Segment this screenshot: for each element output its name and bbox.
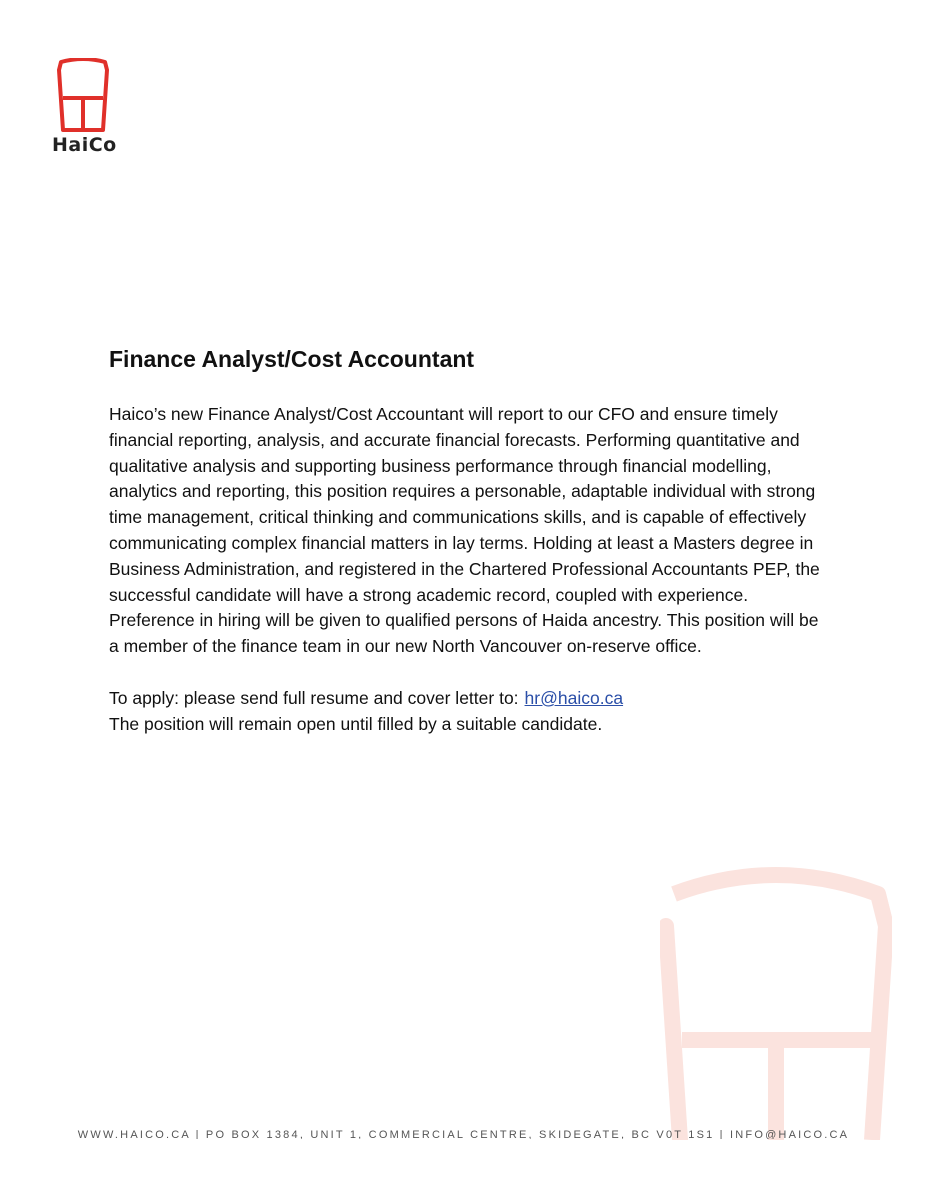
- chair-icon: [55, 58, 111, 132]
- job-posting: [109, 344, 829, 738]
- apply-section: [109, 686, 829, 738]
- logo-text: HaiCo: [52, 134, 117, 156]
- apply-email-link[interactable]: hr@haico.ca: [524, 687, 624, 708]
- footer-contact: WWW.HAICO.CA | PO BOX 1384, UNIT 1, COMMERCIAL CENTRE, SKIDEGATE, BC V0T 1S1 | INFO@HAICO.CA: [77, 1129, 850, 1139]
- chair-watermark-icon: [660, 866, 892, 1145]
- job-title: Finance Analyst/Cost Accountant: [109, 346, 475, 372]
- haico-logo: [52, 58, 117, 156]
- job-description: Haico’s new Finance Analyst/Cost Accountant will report to our CFO and ensure timely financial reporting, analysis, and accurate financial forecasts. Performing quantitative and qualitative analysis and supporting business performance through financial modelling, analytics and reporting, this position requires a personable, adaptable individual with strong time management, critical thinking and communications skills, and is capable of effectively communicating complex financial matters in lay terms. Holding at least a Masters degree in Business Administration, and registered in the Chartered Professional Accountants PEP, the successful candidate will have a strong academic record, coupled with experience. Preference in hiring will be given to qualified persons of Haida ancestry. This position will be a member of the finance team in our new North Vancouver on-reserve office.: [109, 404, 820, 657]
- apply-text: To apply: please send full resume and cover letter to:: [109, 687, 519, 708]
- closing-text: The position will remain open until filled by a suitable candidate.: [109, 713, 603, 734]
